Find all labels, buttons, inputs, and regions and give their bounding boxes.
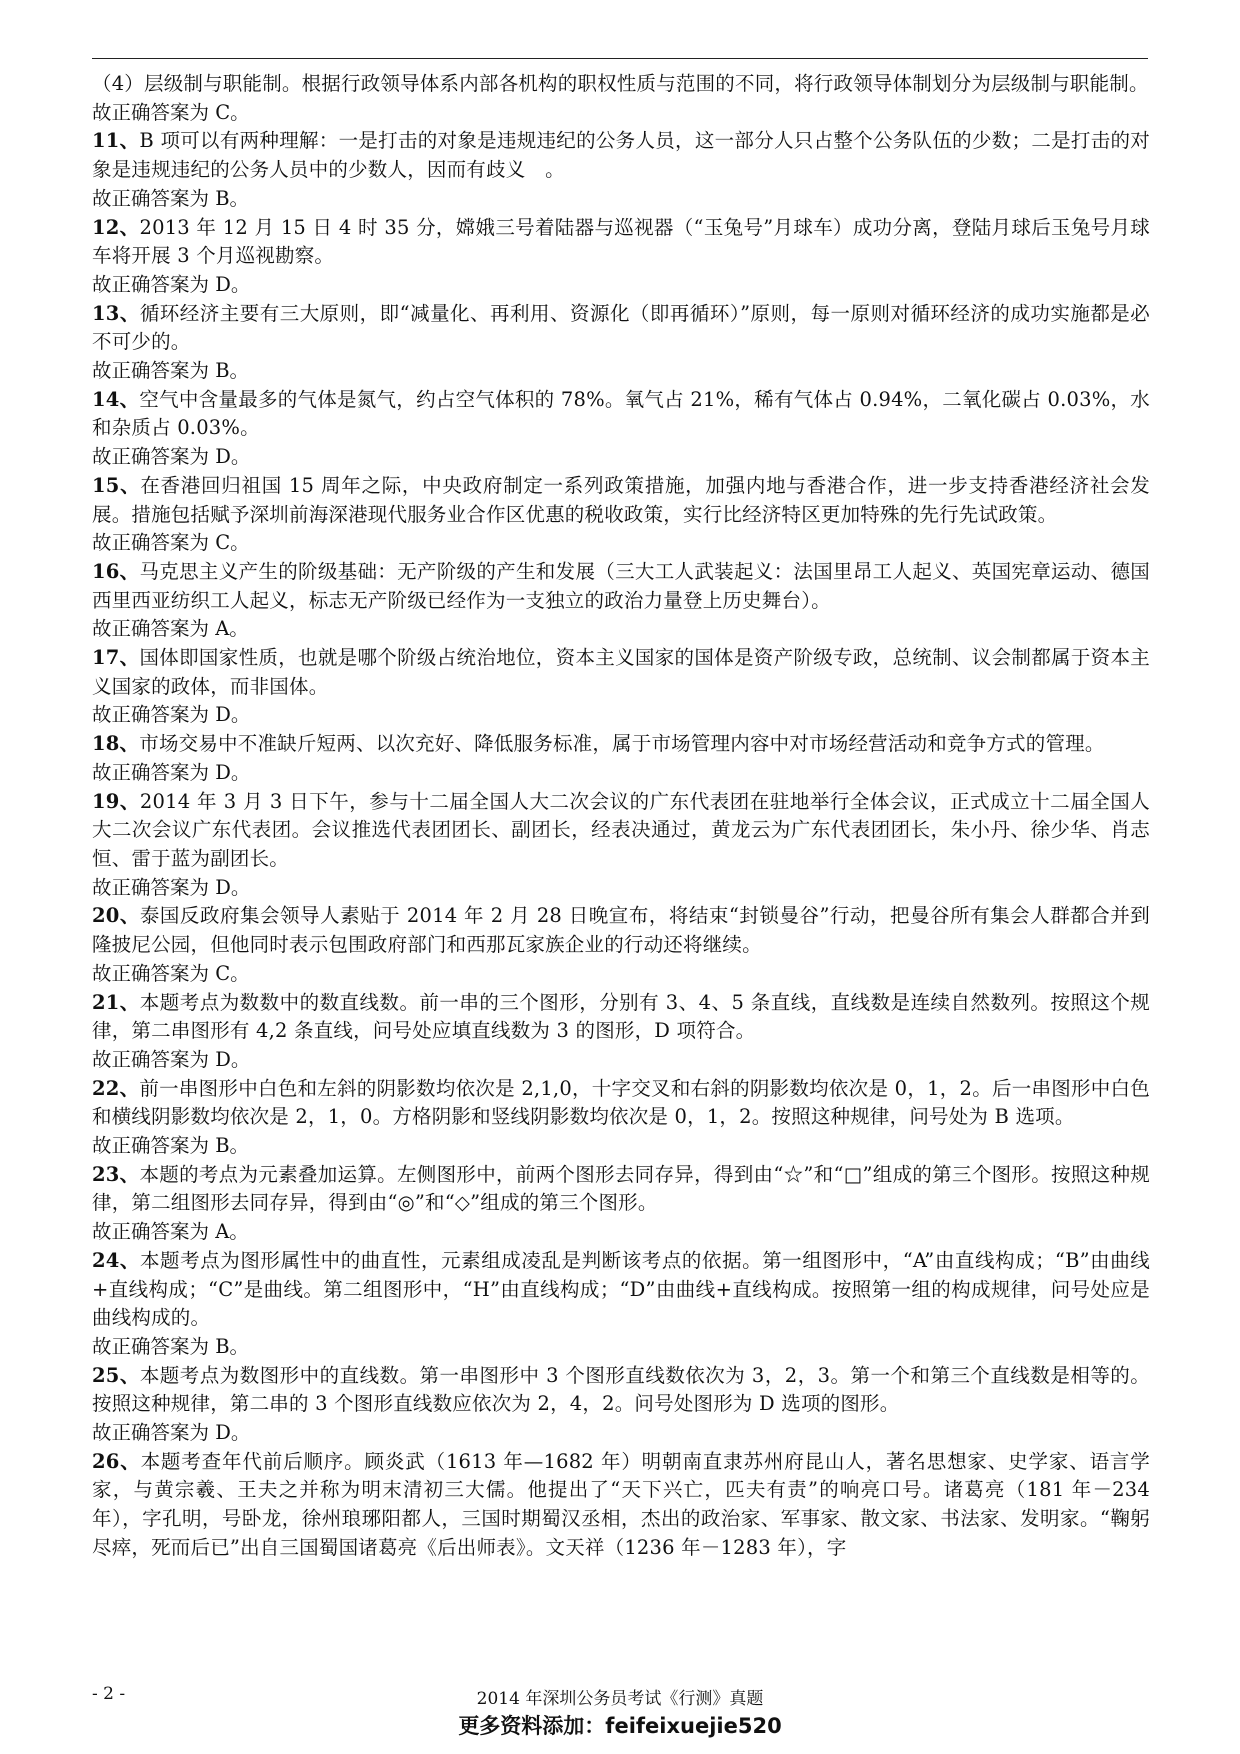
answer-line: 故正确答案为 D。 (92, 760, 251, 784)
answer-line: 故正确答案为 D。 (92, 272, 251, 296)
question-explanation: 在香港回归祖国 15 周年之际，中央政府制定一系列政策措施，加强内地与香港合作，进一步支持香港经济社会发展。措施包括赋予深圳前海深港现代服务业合作区优惠的税收政策，实行比经济特区更加特殊的先行先试政策。 (92, 473, 1150, 526)
answer-line: 故正确答案为 C。 (92, 100, 250, 124)
question-18 (92, 730, 1150, 787)
question-explanation: 空气中含量最多的气体是氮气，约占空气体积的 78%。氧气占 21%，稀有气体占 0.94%，二氧化碳占 0.03%，水和杂质占 0.03%。 (92, 387, 1150, 440)
question-16 (92, 558, 1150, 644)
footer-title: 2014 年深圳公务员考试《行测》真题 (476, 1689, 764, 1709)
question-explanation: 循环经济主要有三大原则，即“减量化、再利用、资源化（即再循环）”原则，每一原则对循环经济的成功实施都是必不可少的。 (92, 301, 1150, 354)
question-12 (92, 214, 1150, 300)
footer-promo: 更多资料添加：feifeixuejie520 (458, 1714, 782, 1738)
paragraph-text: （4）层级制与职能制。根据行政领导体系内部各机构的职权性质与范围的不同，将行政领导体制划分为层级制与职能制。 (92, 72, 1149, 95)
question-explanation: 国体即国家性质，也就是哪个阶级占统治地位，资本主义国家的国体是资产阶级专政，总统制、议会制都属于资本主义国家的政体，而非国体。 (92, 646, 1150, 698)
question-14 (92, 386, 1150, 472)
answer-line: 故正确答案为 B。 (92, 186, 250, 210)
question-explanation: 2014 年 3 月 3 日下午，参与十二届全国人大二次会议的广东代表团在驻地举行全体会议，正式成立十二届全国人大二次会议广东代表团。会议推选代表团团长、副团长，经表决通过，黄龙云为广东代表团团长，朱小丹、徐少华、肖志恒、雷于蓝为副团长。 (92, 789, 1150, 870)
question-number: 12、 (92, 215, 140, 239)
answer-line: 故正确答案为 D。 (92, 445, 251, 469)
question-explanation: 本题考点为图形属性中的曲直性，元素组成凌乱是判断该考点的依据。第一组图形中，“A”由直线构成；“B”由曲线+直线构成；“C”是曲线。第二组图形中，“H”由直线构成；“D”由曲线+直线构成。按照第一组的构成规律，问号处应是曲线构成的。 (92, 1248, 1150, 1330)
answer-line: 故正确答案为 D。 (92, 875, 251, 899)
question-number: 26、 (92, 1449, 141, 1473)
question-explanation: 2013 年 12 月 15 日 4 时 35 分，嫦娥三号着陆器与巡视器（“玉兔号”月球车）成功分离，登陆月球后玉兔号月球车将开展 3 个月巡视勘察。 (92, 215, 1150, 268)
header-rule (92, 58, 1148, 59)
question-26 (92, 1448, 1150, 1563)
question-explanation: 前一串图形中白色和左斜的阴影数均依次是 2,1,0，十字交叉和右斜的阴影数均依次是 0，1，2。后一串图形中白色和横线阴影数均依次是 2，1，0。方格阴影和竖线阴影数均依次是 0，1，2。按照这种规律，问号处为 B 选项。 (92, 1076, 1150, 1129)
question-19 (92, 788, 1150, 903)
question-number: 23、 (92, 1162, 140, 1186)
question-number: 20、 (92, 904, 140, 928)
question-explanation: B 项可以有两种理解：一是打击的对象是违规违纪的公务人员，这一部分人只占整个公务队伍的少数；二是打击的对象是违规违纪的公务人员中的少数人，因而有歧义 。 (92, 129, 1150, 182)
answer-line: 故正确答案为 B。 (92, 359, 250, 383)
question-number: 17、 (92, 646, 140, 670)
question-number: 19、 (92, 789, 140, 813)
question-number: 21、 (92, 990, 140, 1014)
question-number: 18、 (92, 732, 140, 756)
question-24 (92, 1247, 1150, 1362)
question-explanation: 本题考点为数数中的数直线数。前一串的三个图形，分别有 3、4、5 条直线，直线数是连续自然数列。按照这个规律，第二串图形有 4,2 条直线，问号处应填直线数为 3 的图形，D 项符合。 (92, 990, 1150, 1043)
question-explanation: 本题考点为数图形中的直线数。第一串图形中 3 个图形直线数依次为 3，2，3。第一个和第三个直线数是相等的。按照这种规律，第二串的 3 个图形直线数应依次为 2，4，2。问号处图形为 D 选项的图形。 (92, 1363, 1150, 1416)
question-17 (92, 644, 1150, 730)
question-explanation: 市场交易中不准缺斤短两、以次充好、降低服务标准，属于市场管理内容中对市场经营活动和竞争方式的管理。 (139, 732, 1105, 756)
question-number: 15、 (92, 473, 141, 497)
answer-line: 故正确答案为 D。 (92, 1047, 251, 1071)
question-number: 16、 (92, 559, 140, 583)
answer-line: 故正确答案为 B。 (92, 1134, 250, 1158)
question-13 (92, 300, 1150, 386)
answer-line: 故正确答案为 C。 (92, 531, 250, 555)
question-explanation: 马克思主义产生的阶级基础：无产阶级的产生和发展（三大工人武装起义：法国里昂工人起义、英国宪章运动、德国西里西亚纺织工人起义，标志无产阶级已经作为一支独立的政治力量登上历史舞台）。 (92, 559, 1150, 612)
question-number: 22、 (92, 1076, 140, 1100)
question-explanation: 本题考查年代前后顺序。顾炎武（1613 年—1682 年）明朝南直隶苏州府昆山人，著名思想家、史学家、语言学家，与黄宗羲、王夫之并称为明末清初三大儒。他提出了“天下兴亡，匹夫有责”的响亮口号。诸葛亮（181 年－234 年），字孔明，号卧龙，徐州琅琊阳都人，三国时期蜀汉丞相，杰出的政治家、军事家、散文家、书法家、发明家。“鞠躬尽瘁，死而后已”出自三国蜀国诸葛亮《后出师表》。文天祥（1236 年－1283 年），字 (92, 1449, 1150, 1559)
answer-line: 故正确答案为 D。 (92, 1421, 251, 1445)
question-number: 24、 (92, 1248, 140, 1272)
question-23 (92, 1161, 1150, 1247)
question-22 (92, 1075, 1150, 1161)
question-number: 13、 (92, 301, 140, 325)
answer-explanations (92, 70, 1150, 1563)
answer-line: 故正确答案为 B。 (92, 1334, 250, 1358)
question-explanation: 本题的考点为元素叠加运算。左侧图形中，前两个图形去同存异，得到由“☆”和“□”组成的第三个图形。按照这种规律，第二组图形去同存异，得到由“◎”和“◇”组成的第三个图形。 (92, 1162, 1150, 1215)
question-explanation: 泰国反政府集会领导人素贴于 2014 年 2 月 28 日晚宣布，将结束“封锁曼谷”行动，把曼谷所有集会人群都合并到隆披尼公园，但他同时表示包围政府部门和西那瓦家族企业的行动还将继续。 (92, 904, 1150, 957)
question-number: 11、 (92, 129, 140, 153)
question-25 (92, 1362, 1150, 1448)
answer-line: 故正确答案为 D。 (92, 703, 251, 727)
question-20 (92, 902, 1150, 988)
paragraph-intro (92, 70, 1150, 127)
answer-line: 故正确答案为 A。 (92, 617, 249, 641)
question-number: 14、 (92, 387, 140, 411)
question-15 (92, 472, 1150, 558)
question-number: 25、 (92, 1363, 140, 1387)
question-11 (92, 127, 1150, 213)
answer-line: 故正确答案为 A。 (92, 1220, 249, 1244)
question-21 (92, 989, 1150, 1075)
answer-line: 故正确答案为 C。 (92, 961, 250, 985)
page-number: - 2 - (92, 1684, 126, 1704)
